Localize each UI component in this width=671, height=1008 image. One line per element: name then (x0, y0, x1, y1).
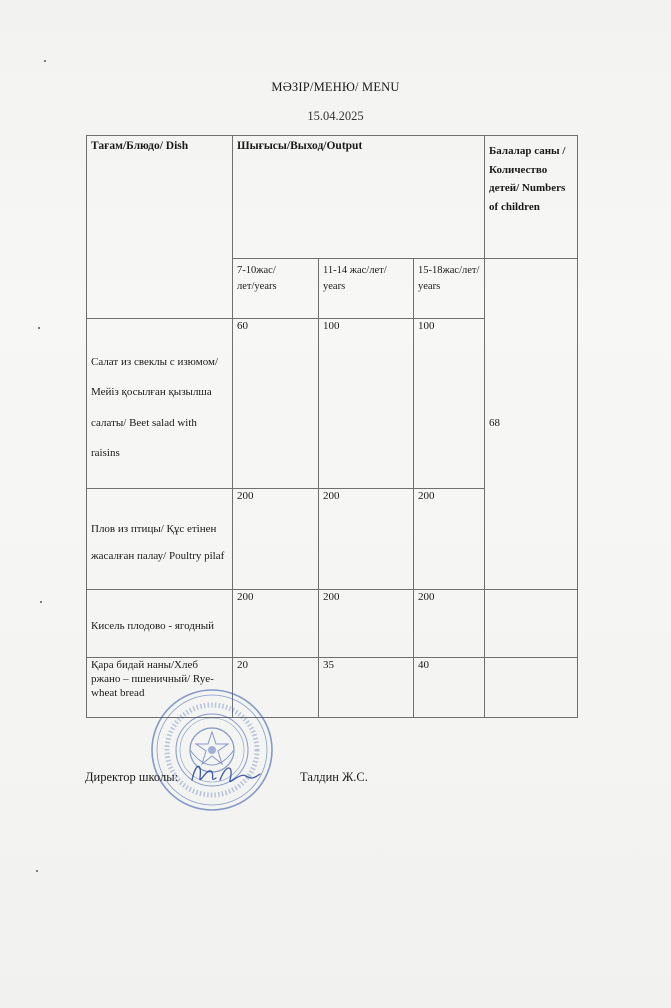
document-date: 15.04.2025 (307, 109, 364, 123)
portion-value: 60 (233, 319, 319, 489)
portion-value: 200 (319, 590, 414, 658)
portion-value: 40 (414, 658, 485, 718)
scan-speck (36, 870, 38, 872)
header-dish: Тағам/Блюдо/ Dish (87, 136, 233, 319)
dish-name: Қара бидай наны/Хлеб ржано – пшеничный/ Rye-wheat bread (87, 658, 233, 718)
portion-value: 20 (233, 658, 319, 718)
age-group-15-18: 15-18жас/лет/ years (414, 259, 485, 319)
portion-value: 200 (414, 590, 485, 658)
school-stamp (150, 688, 274, 812)
portion-value: 100 (319, 319, 414, 489)
dish-name: Салат из свеклы с изюмом/ Мейіз қосылған қызылша салаты/ Beet salad with raisins (87, 319, 233, 489)
document-title: МӘЗІР/МЕНЮ/ MENU (271, 80, 400, 94)
dish-name: Кисель плодово - ягодный (87, 590, 233, 658)
portion-value: 200 (233, 489, 319, 590)
portion-value: 200 (414, 489, 485, 590)
director-label: Директор школы: (85, 770, 179, 784)
age-group-7-10: 7-10жас/лет/years (233, 259, 319, 319)
header-children: Балалар саны /Количество детей/ Numbers of children (485, 136, 578, 259)
empty-cell (485, 658, 578, 718)
children-count: 68 (485, 259, 578, 590)
portion-value: 35 (319, 658, 414, 718)
header-row (87, 136, 578, 259)
scan-speck (38, 327, 40, 329)
scan-speck (40, 601, 42, 603)
table-row (87, 590, 578, 658)
portion-value: 200 (319, 489, 414, 590)
portion-value: 100 (414, 319, 485, 489)
director-signature (186, 758, 266, 788)
scan-speck (44, 60, 46, 62)
portion-value: 200 (233, 590, 319, 658)
empty-cell (485, 590, 578, 658)
dish-name: Плов из птицы/ Құс етінен жасалған палау/ Poultry pilaf (87, 489, 233, 590)
menu-table (86, 135, 578, 718)
director-name: Талдин Ж.С. (300, 770, 368, 784)
header-output: Шығысы/Выход/Output (233, 136, 485, 259)
age-group-11-14: 11-14 жас/лет/ years (319, 259, 414, 319)
